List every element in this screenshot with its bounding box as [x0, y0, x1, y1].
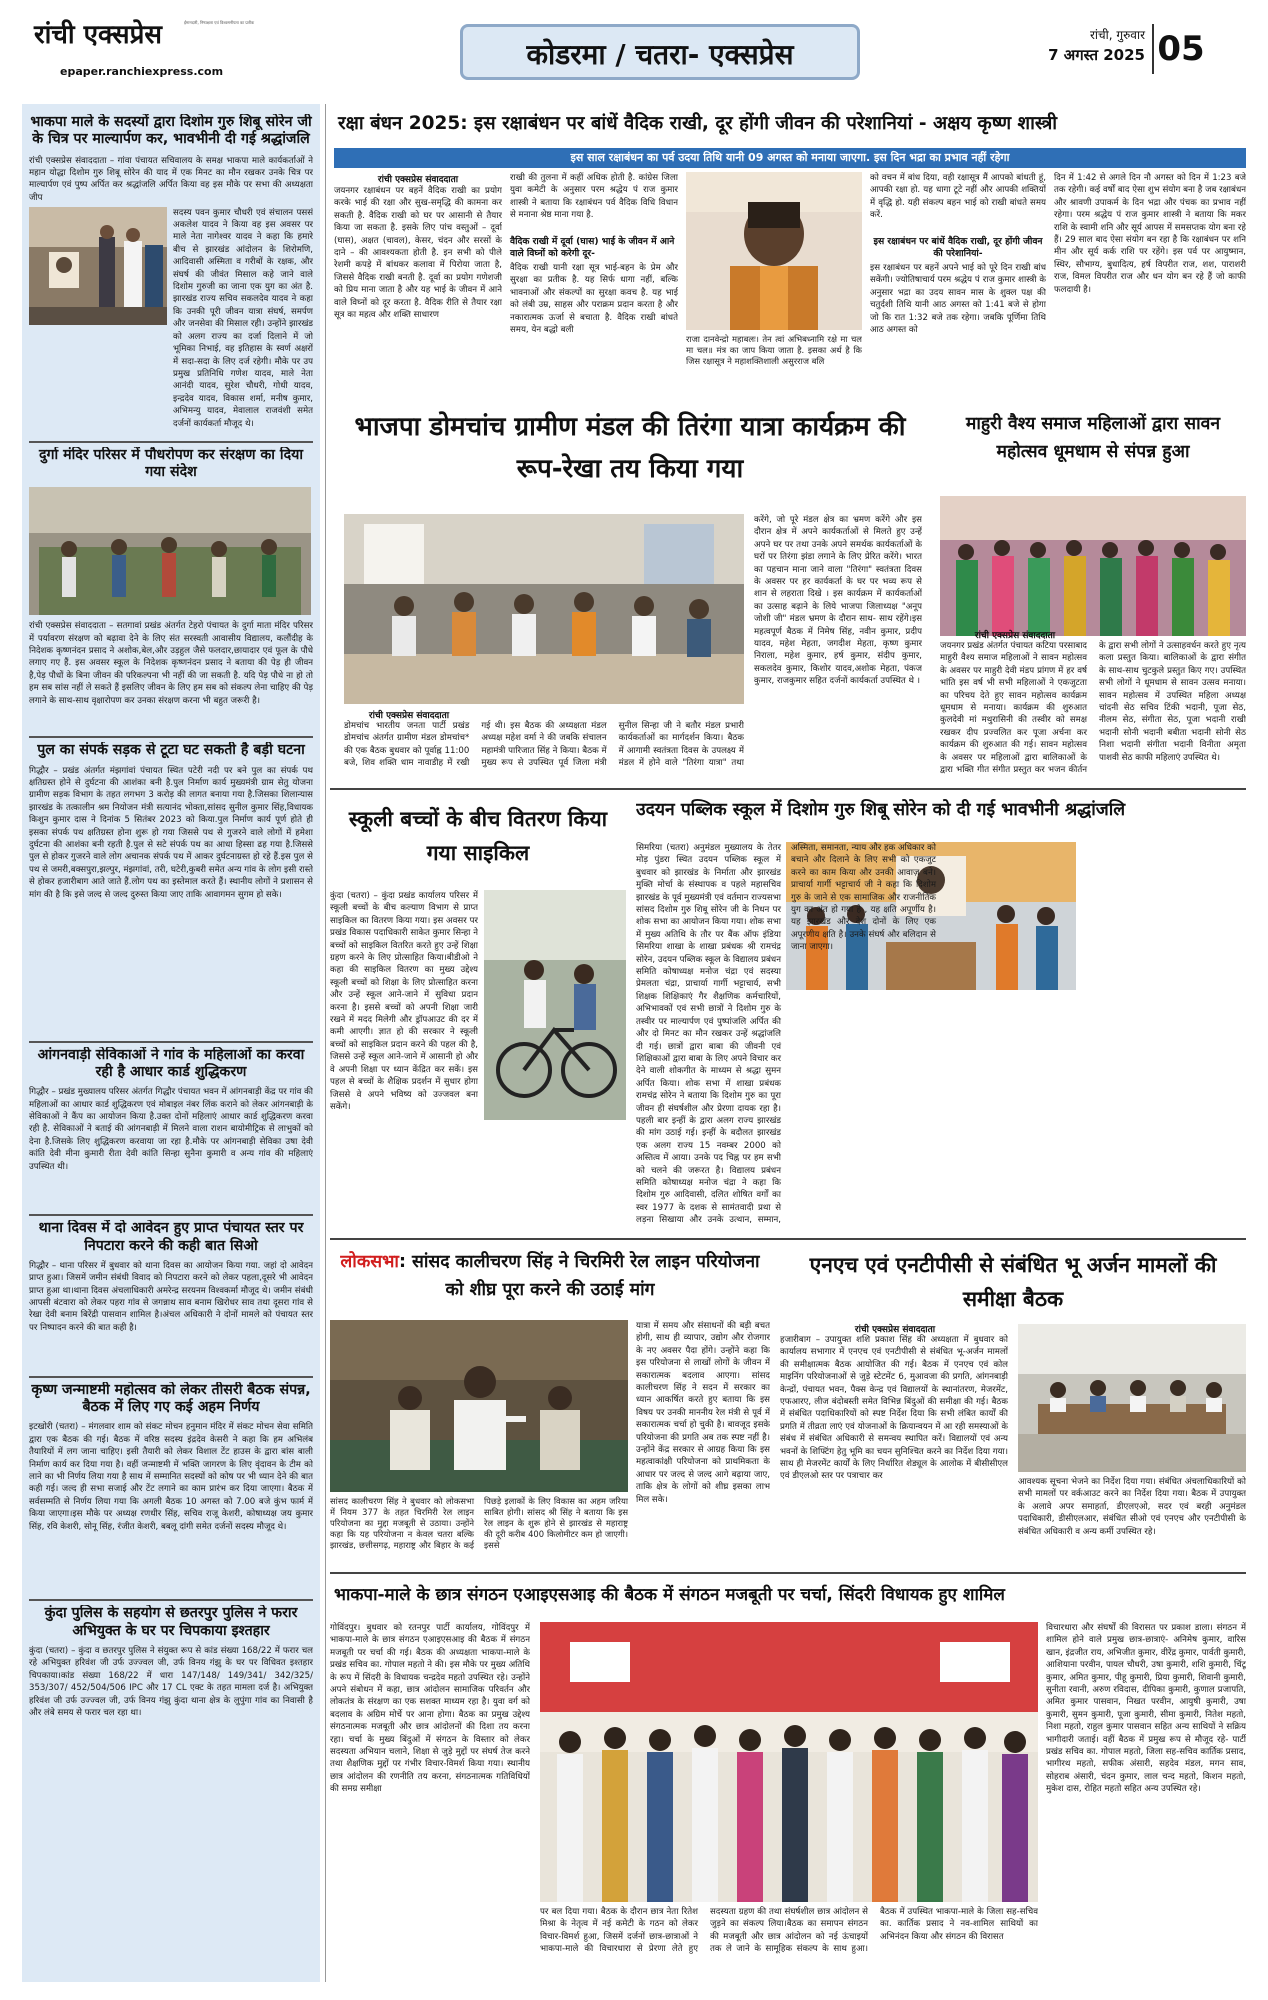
- ntpc-meeting-photo: [1018, 1324, 1246, 1472]
- left-sidebar: [22, 104, 320, 1982]
- issue-date: 7 अगस्त 2025: [1048, 46, 1145, 64]
- loksabha-story: [330, 1244, 770, 1566]
- raksha-text-4: को वचन में बांध दिया, वही रक्षासूत्र मैं आपको बांधती हूं, आपकी रक्षा हो. यह धागा टूटे नहीं और आपकी शक्तियों में वृद्धि हो. यही संकल्प बहन भाई को राखी बांधते समय करें.: [870, 173, 1046, 221]
- divider: [29, 1041, 313, 1043]
- sawan-text: जयनगर प्रखंड अंतर्गत पंचायत कटिया परसाबाद माहुरी वैश्य समाज महिलाओं ने सावन महोत्सव के अवसर पर माहुरी देवी मंडप प्रांगण में हर वर्ष भांति इस वर्ष भी सभी महिलाओं ने एकजुटता का परिचय देते हुए सावन महोत्सव कार्यक्रम धूमधाम से मनाया। कार्यक्रम की शुरुआत कुलदेवी मां मथुरासिनी की तस्वीर को समक्ष रखकर दीप प्रज्वलित कर पूजा अर्चना कर कार्यक्रम की शुरुआत की गई। सावन महोत्सव के अवसर पर महिलाओं द्वारा बालिकाओं के द्वारा भक्ति गीत संगीत प्रस्तुत कर भजन कीर्तन के द्वारा सभी लोगों ने उत्साहवर्धन करते हुए नृत्य कला प्रस्तुत किया। बालिकाओं के द्वारा संगीत के साथ-साथ चुटकुले प्रस्तुत किए गए। उपस्थित सभी लोगों ने धूमधाम से सावन उत्सव मनाया। सावन महोत्सव में उपस्थित महिला अध्यक्ष चांदनी सेठ सचिव टिंकी भदानी, पूजा सेठ, नीलम सेठ, संगीता सेठ, पूजा भदानी राखी भदानी सोनी भदानी बबीता भदानी सोनी सेठ निशा भदानी संगीता भदानी विनीता अमृता पाशवी सेठ काफी महिलाएं उपस्थित थे।: [940, 641, 1246, 776]
- divider: [330, 788, 1246, 790]
- ntpc-text: हजारीबाग – उपायुक्त शशि प्रकाश सिंह की अध्यक्षता में बुधवार को कार्यालय सभागार में एनएच एवं एनटीपीसी से संबंधित भू-अर्जन मामलों की समीक्षात्मक बैठक आयोजित की गई। बैठक में एनएच एवं कोल माइनिंग परियोजनाओं से जुड़े स्टेटमेंट 6, मुआवजा की प्रगति, आंगनबाड़ी केन्द्रों, पंचायत भवन, पैक्स केन्द्र एवं विद्यालयों के स्थानांतरण, मेजरमेंट, एफआरए, लीज बंदोबस्ती समेत विभिन्न बिंदुओं की समीक्षा की गई। बैठक में संबंधित पदाधिकारियों को स्पष्ट निर्देश दिया कि सभी लंबित कार्यों की प्रगति में तीव्रता लाएं एवं योजनाओं के क्रियान्वयन में आ रही समस्याओं के संबंध में संबंधित अधिकारी से समन्वय स्थापित करें। विद्यालयों एवं अन्य भवनों के शिफ्टिंग हेतु भूमि का चयन सुनिश्चित करने का निर्देश दिया गया। साथ ही मेजरमेंट कार्यों के लिए निर्धारित शेड्यूल के आलोक में बीसीसीएल एवं डीएलओ स्तर पर पत्राचार कर: [780, 1335, 1008, 1482]
- raksha-text-2: राखी की तुलना में कहीं अधिक होती है. कांग्रेस जिला युवा कमेटी के अनुसार परम श्रद्धेय पं राज कुमार शास्त्री ने बताया कि रक्षाबंधन पर्व वैदिक विधि विधान से मनाना श्रेष्ठ माना गया है.: [510, 173, 678, 221]
- loksabha-headline-text: : सांसद कालीचरण सिंह ने चिरमिरी रेल लाइन परियोजना को शीघ्र पूरा करने की उठाई मांग: [398, 1252, 760, 1300]
- raksha-subhead-2: इस रक्षाबंधन पर बांधें वैदिक राखी, दूर होंगी जीवन की परेशानियां-: [873, 236, 1043, 259]
- raksha-dateline: रांची एक्सप्रेस संवाददाता: [377, 175, 459, 185]
- aisa-text-right: विचारधारा और संघर्षों की विरासत पर प्रकाश डाला। संगठन में शामिल होने वाले प्रमुख छात्र-छात्राएं- अनिमेष कुमार, वारिस खान, इंद्रजीत राय, अभिजीत कुमार, वीरेंद्र कुमार, पार्वती कुमारी, आशियाना परवीन, पायल चौधरी, उषा कुमारी, शशि कुमारी, चिंटू कुमार, अमित कुमार, पीहू कुमारी, प्रिया कुमारी, शिवानी कुमारी, सुनीता रवानी, अरुण रविदास, दीपिका कुमारी, कुणाल प्रजापति, अमित कुमार पासवान, निखत परवीन, आयुषी कुमारी, उषा कुमारी, सुमन कुमारी, पूजा कुमारी, सीमा कुमारी, नितेश महतो, निशा महतो, राहुल कुमार पासवान सहित अन्य साथियों ने सक्रिय भागीदारी जताई। वहीं बैठक में प्रमुख रूप से मौजूद रहे- पार्टी प्रखंड सचिव का. गोपाल महतो, जिला सह-सचिव कार्तिक प्रसाद, भागीरथ महतो, सफीक अंसारी, सहदेव मंडल, मगन साव, सोहराब अंसारी, चंदन कुमार, लाल चन्द महतो, किशन महतो, मुकेश दास, रोहित महतो सहित अन्य उपस्थित रहे।: [1046, 1623, 1246, 1795]
- ntpc-dateline: रांची एक्सप्रेस संवाददाता: [854, 1325, 936, 1335]
- sawan-headline: माहुरी वैश्य समाज महिलाओं द्वारा सावन महोत्सव धूमधाम से संपन्न हुआ: [965, 414, 1221, 462]
- sidebar-text-3: गिद्धौर – प्रखंड अंतर्गत मंझगांवां पंचायत स्थित पटेरी नदी पर बने पुल का संपर्क पथ क्षतिग्रस्त होने से दुर्घटना की आशंका बनी है.पुल निर्माण कार्य मुख्यमंत्री ग्राम सेतु योजना ग्रामीण सड़क विभाग के तहत लगभग 3 करोड़ की लागत बनाया गया है.जिसका शिलान्यास झारखंड के तत्कालीन श्रम नियोजन मंत्री सत्यानंद भोक्ता,सांसद सुनील कुमार सिंह,विधायक किशुन कुमार दास ने दिनांक 5 सितंबर 2023 को किया.पुल निर्माण कार्य पूर्ण होते ही इसका संपर्क पथ क्षतिग्रस्त होना शुरू हो गया जिससे पथ से गुजरने वाले लोगों में हमेशा दुर्घटना की आशंका बनी रहती है.पुल से सटे संपर्क पथ का आधा हिस्सा ढह गया है.जिससे पुल से होकर गुजरने वाले लोग अचानक संपर्क पथ में आकर दुर्घटनाग्रस्त हो रहे हैं.इस पुल से पथ से जमरी,बक्सपुरा,झल्पुर, मंझगांवां, तरी, घटेरी,कुबरी समेत अन्य गांव के लोग इसी रास्ते से होकर हजारीबाग आते जाते हैं.लोग पथ का इस्तेमाल करते हैं। स्थानीय लोगों ने प्रशासन से मांग की है कि इसे जल्द से जल्द दुरुस्त किया जाए ताकि आवागमन सुगम हो सके।: [29, 765, 313, 900]
- loksabha-headline: [330, 1244, 770, 1322]
- sawan-story: [940, 402, 1246, 782]
- sawan-dateline: रांची एक्सप्रेस संवाददाता: [974, 631, 1056, 641]
- raksha-headline: रक्षा बंधन 2025: इस रक्षाबंधन पर बांधें वैदिक राखी, दूर होंगी जीवन की परेशानियां - अक्षय कृष्ण शास्त्री: [338, 113, 1058, 134]
- shastri-photo: [686, 172, 862, 330]
- sidebar-headline-5: थाना दिवस में दो आवेदन हुए प्राप्त पंचायत स्तर पर निपटारा करने की कही बात सिओ: [38, 1220, 304, 1254]
- cycle-story: [330, 794, 626, 1232]
- tiranga-dateline: रांची एक्सप्रेस संवाददाता: [368, 711, 450, 721]
- raksha-text-5: दिन में 1:42 से अगले दिन नौ अगस्त को दिन में 1:23 बजे तक रहेगी। कई वर्षों बाद ऐसा शुभ संयोग बना है जब रक्षाबंधन और श्रावणी उपाकर्म के दिन भद्रा और पंचक का प्रभाव नहीं रहेगा। परम श्रद्धेय पं राज कुमार शास्त्री ने बताया कि मकर राशि के स्वामी शनि और सूर्य आपस में समसप्तक योग बना रहे हैं। 29 साल बाद ऐसा संयोग बन रहा है कि रक्षाबंधन पर शनि मीन और सूर्य कर्क राशि पर रहेंगे। इस पर्व पर आयुष्मान, स्थिर, सौभाग्य, बुधादित्य, हर्ष विपरीत राज, शश, पाराशरी राज, विमल विपरीत राज और धन योग बन रहे हैं जो काफी फलदायी है।: [1054, 173, 1246, 295]
- aisa-text-left: गोविंदपुर। बुधवार को रतनपुर पार्टी कार्यालय, गोविंदपुर में भाकपा-माले के छात्र संगठन एआइएसआइ की बैठक में संगठन मजबूती पर चर्चा की गई। बैठक की अध्यक्षता भाकपा-माले के प्रखंड सचिव का. गोपाल महतो ने की। इस मौके पर मुख्य अतिथि के रूप में सिंदरी के विधायक चन्द्रदेव महतो उपस्थित रहे। उन्होंने अपने संबोधन में कहा, छात्र आंदोलन सामाजिक परिवर्तन और लोकतंत्र के संरक्षण का एक सशक्त माध्यम रहा है। युवा वर्ग को बदलाव के अग्रिम मोर्चे पर आना होगा। बैठक का प्रमुख उद्देश्य संगठनात्मक मजबूती और छात्र आंदोलनों की दिशा तय करना रहा। चर्चा के मुख्य बिंदुओं में संगठन के विस्तार को लेकर सदस्यता अभियान चलाने, शिक्षा से जुड़े मुद्दों पर संघर्ष तेज करने तथा शैक्षणिक मुद्दों पर गंभीर विचार-विमर्श किया गया। स्थानीय छात्र आंदोलन की रणनीति तय करना, संगठनात्मक गतिविधियों की समग्र समीक्षा: [330, 1623, 530, 1795]
- date-box: [1025, 26, 1145, 66]
- section-banner: [460, 24, 860, 80]
- divider: [29, 1214, 313, 1216]
- ntpc-headline: एनएच एवं एनटीपीसी से संबंधित भू अर्जन मामलों की समीक्षा बैठक: [809, 1253, 1217, 1311]
- raksha-text-1: जयनगर रक्षाबंधन पर बहनें वैदिक राखी का प्रयोग करके भाई की रक्षा और सुख-समृद्धि की कामना कर सकती है. वैदिक राखी को घर पर आसानी से तैयार किया जा सकता है. इसके लिए पांच वस्तुओं – दूर्वा (घास), अक्षत (चावल), केसर, चंदन और सरसों के दाने – की आवश्यकता होती है. इन सभी को पीले रेशमी कपड़े में बांधकर कलावा में पिरोया जाता है, जिससे वैदिक राखी बनती है. दूर्वा का प्रयोग गणेशजी को प्रिय माना जाता है और यह भाई के जीवन में आने वाले विघ्नों को दूर करता है. वैदिक रीति से तैयार रक्षा सूत्र का महत्व और शक्ति साधारण: [334, 186, 502, 321]
- aisa-headline: भाकपा-माले के छात्र संगठन एआइएसआइ की बैठक में संगठन मजबूती पर चर्चा, सिंदरी विधायक हुए शामिल: [334, 1585, 1005, 1605]
- raksha-story: [330, 106, 1246, 396]
- sidebar-headline-7: कुंदा पुलिस के सहयोग से छतरपुर पुलिस ने फरार अभियुक्त के घर पर चिपकाया इश्तहार: [44, 1605, 298, 1639]
- divider: [29, 1376, 313, 1378]
- udayan-story: [636, 794, 1246, 1232]
- aisa-photo-caption: पर बल दिया गया। बैठक के दौरान छात्र नेता रितेश मिश्रा के नेतृत्व में नई कमेटी के गठन को लेकर विचार-विमर्श हुआ, जिसमें दर्जनों छात्र-छात्राओं ने भाकपा-माले की विचारधारा से प्रेरणा लेते हुए सदस्यता ग्रहण की तथा संघर्षशील छात्र आंदोलन से जुड़ने का संकल्प लिया।बैठक का समापन संगठन की मजबूती और छात्र आंदोलन को नई ऊंचाइयों तक ले जाने के सामूहिक संकल्प के साथ हुआ। बैठक में उपस्थित भाकपा-माले के जिला सह-सचिव का. कार्तिक प्रसाद ने नव-शामिल साथियों का अभिनंदन किया और संगठन की विरासत: [540, 1907, 1038, 1955]
- plantation-photo: [29, 487, 311, 615]
- city-day: रांची, गुरुवार: [1090, 28, 1145, 42]
- udayan-text: सिमरिया (चतरा) अनुमंडल मुख्यालय के तेतर मोड़ पुंडरा स्थित उदयन पब्लिक स्कूल में बुधवार को झारखंड के निर्माता और झारखंड मुक्ति मोर्चा के संस्थापक व पहले महासचिव झारखंड के पूर्व मुख्यमंत्री एवं वर्तमान राज्यसभा सांसद दिशोम गुरु शिबू सोरेन जी के निधन पर शोक सभा का आयोजन किया गया। शोक सभा में मुख्य अतिथि के तौर पर बैंक ऑफ इंडिया सिमरिया शाखा के शाखा प्रबंधक श्री रामचंद्र सोरेन, उदयन पब्लिक स्कूल के विद्यालय प्रबंधन समिति कोषाध्यक्ष मनोज चंद्रा एवं सदस्या प्रेमलता चंद्रा, प्राचार्या गार्गी भट्टाचार्य, सभी शिक्षक शिक्षिकाएं गैर शैक्षणिक कर्मचारियों, अभिभावकों एवं सभी छात्रों ने दिशोम गुरु के तस्वीर पर माल्यार्पण एवं पुष्पांजलि अर्पित की और दो मिनट का मौन रखकर उन्हें श्रद्धांजलि दी गई। छात्रों द्वारा बाबा की जीवनी एवं शिक्षिकाओं द्वारा बाबा के लिए अपने विचार कर देने वाली शोकगीत के माध्यम से श्रद्धा सुमन अर्पित किया। शोक सभा में शाखा प्रबंधक रामचंद्र सोरेन ने बताया कि दिशोम गुरु का पूरा जीवन ही संघर्षशील और प्रेरणा दायक रहा है। पहली बार इन्हीं के द्वारा अलग राज्य झारखंड की मांग उठाई गई। इन्हीं के बदौलत झारखंड एक अलग राज्य 15 नवम्बर 2000 को अस्तित्व में आया। उनके पद चिह्न पर हम सभी को चलने की जरूरत है। विद्यालय प्रबंधन समिति कोषाध्यक्ष मनोज चंद्रा ने कहा कि दिशोम गुरु आदिवासी, दलित शोषित वर्गों का स्वर 1977 के दशक से सामंतवादी प्रथा से लड़ना सिखाया और उनके उत्थान, सम्मान, अस्मिता, समानता, न्याय और हक अधिकार को बचाने और दिलाने के लिए सभी को एकजुट करने का काम किया और उनकी आवाज़ बने। प्राचार्या गार्गी भट्टाचार्य जी ने कहा कि दिशोम गुरु के जाने से एक सामाजिक और राजनीतिक युग का अंत हो गया है , यह क्षति अपूर्णीय है। यह झारखंड और देश दोनों के लिए एक अपूरणीय क्षति है। उनके संघर्ष और बलिदान से जाना जाएगा।: [636, 843, 936, 1226]
- loksabha-text: यात्रा में समय और संसाधनों की बड़ी बचत होगी, साथ ही व्यापार, उद्योग और रोजगार के नए अवसर पैदा होंगे। उन्होंने कहा कि इस परियोजना से लाखों लोगों के जीवन में सकारात्मक बदलाव आएगा। सांसद कालीचरण सिंह ने सदन में सरकार का ध्यान आकर्षित करते हुए बताया कि इस विषय पर उनकी माननीय रेल मंत्री से पूर्व में सकारात्मक चर्चा हो चुकी है। बावजूद इसके परियोजना की प्रगति अब तक स्पष्ट नहीं है। उन्होंने केंद्र सरकार से आग्रह किया कि इस महत्वाकांक्षी परियोजना को प्राथमिकता के आधार पर जल्द से जल्द आगे बढ़ाया जाए, ताकि क्षेत्र के लोगों को शीघ्र इसका लाभ मिल सके।: [636, 1321, 770, 1505]
- divider: [330, 1572, 1246, 1574]
- sidebar-headline-2: दुर्गा मंदिर परिसर में पौधरोपण कर संरक्षण का दिया गया संदेश: [38, 446, 304, 480]
- paper-logo: [34, 20, 264, 70]
- website-url[interactable]: epaper.ranchiexpress.com: [60, 65, 224, 78]
- paper-tagline: ईमानदारी, निष्पक्षता एवं विश्वसनीयता का प्रतीक: [184, 20, 255, 25]
- ntpc-story: [780, 1244, 1246, 1566]
- divider: [29, 736, 313, 738]
- loksabha-mp-photo: [330, 1320, 628, 1492]
- sidebar-text-7: कुंदा (चतरा) – कुंदा व छतरपुर पुलिस ने संयुक्त रूप से कांड संख्या 168/22 में फरार चल रहे अभियुक्त हरिवंश जी उर्फ उज्ज्वल जी, उर्फ विनय गंझु के घर पर विधिवत इश्तहार चिपकाया।कांड संख्या 168/22 में धारा 147/148/ 149/341/ 342/325/ 353/307/ 452/504/506 IPC और 17 CL एक्ट के तहत मामला दर्ज है। अभियुक्त हरिवंश जी उर्फ उज्ज्वल जी, उर्फ विनय गंझु कुंदा थाना क्षेत्र के लुपुंगा गांव का निवासी है और लंबे समय से फरार चल रहा था।: [29, 1646, 313, 1719]
- aisa-story: [330, 1578, 1246, 1982]
- aisa-group-photo: [540, 1622, 1038, 1902]
- sidebar-headline-3: पुल का संपर्क सड़क से टूटा घट सकती है बड़ी घटना: [37, 742, 305, 759]
- raksha-photo-caption: राजा दानवेन्द्रो महाबलः। तेन त्वां अभिबध्नामि रक्षे मा चल मा चल॥ मंत्र का जाप किया जाता है. इसका अर्थ है कि जिस रक्षासूत्र ने महाशक्तिशाली असुरराज बलि: [686, 334, 862, 366]
- sidebar-text-2: रांची एक्सप्रेस संवाददाता – सतगावां प्रखंड अंतर्गत टेहरो पंचायत के दुर्गा माता मंदिर परिसर में पर्यावरण संरक्षण को बढ़ावा देने के लिए संत सरस्वती आवासीय विद्यालय, कलौंदीह के निदेशक कृष्णनंदन प्रसाद ने अशोक,बेल,और उड़हुल जैसे फलदार,छायादार एवं फूल के पौधे लगाए गए हैं. इस अवसर स्कूल के निदेशक कृष्णनंदन प्रसाद ने बताया की पेड़ ही जीवन है,पेड़ पौधों के बिना जीवन की परिकल्पना भी नहीं की जा सकती है. यदि पेड़ पौधे ना हो तो हम सब सांस नहीं ले सकते हैं इसलिए जीवन के लिए हम सब को संकल्प लेना चाहिए की पेड़ लगाने के साथ-साथ वृक्षारोपण कर उनका संरक्षण करना भी बहुत जरूरी है।: [29, 621, 313, 706]
- sidebar-headline-1: भाकपा माले के सदस्यों द्वारा दिशोम गुरु शिबू सोरेन जी के चित्र पर माल्यार्पण कर, भावभीनी दी गई श्रद्धांजलि: [30, 114, 312, 148]
- cycle-headline: स्कूली बच्चों के बीच वितरण किया गया साइकिल: [348, 807, 608, 865]
- sidebar-text-5: गिद्धौर – थाना परिसर में बुधवार को थाना दिवस का आयोजन किया गया. जहां दो आवेदन प्राप्त हुआ। जिसमें जमीन संबंधी विवाद को निपटारा करने को लेकर पहला,दूसरे भी आवेदन प्राप्त हुआ था।थाना दिवस अंचलाधिकारी अमरेन्द्र सरयनम विश्वकर्मा मौजूद थे। जमीन संबंधी आपसी बंटवारा को लेकर पहरा गांव से जगन्नाथ साव बनाम खिरोधर साव तथा दूसरा गांव से रेखा देवी बनाम बिरेंद्री पासवान शामिल है।अंचल अधिकारी ने दोनों मामले को पंचायत स्तर पर निष्पादन करने की बात कही है।: [29, 1260, 313, 1333]
- raksha-text-2b: वैदिक राखी यानी रक्षा सूत्र भाई-बहन के प्रेम और सुरक्षा का प्रतीक है. यह सिर्फ धागा नहीं, बल्कि भावनाओं और संकल्पों का सुरक्षा कवच है. यह भाई को लंबी उम्र, साहस और पराक्रम प्रदान करता है और नकारात्मक ऊर्जा से बचाता है. वैदिक राखी बांधते समय, येन बद्धो बली: [510, 263, 678, 336]
- udayan-headline: उदयन पब्लिक स्कूल में दिशोम गुरु शिबू सोरेन को दी गई भावभीनी श्रद्धांजलि: [636, 800, 1126, 820]
- page-number: 05: [1152, 24, 1208, 74]
- divider: [29, 1599, 313, 1601]
- loksabha-prefix: लोकसभा: [340, 1252, 399, 1272]
- cycle-distribution-photo: [484, 890, 626, 1120]
- tiranga-text-bottom: डोमचांच भारतीय जनता पार्टी प्रखंड डोमचांच अंतर्गत ग्रामीण मंडल डोमचांच* की एक बैठक बुधवार को पूर्वाह्न 11:00 बजे, शिव शक्ति धाम नावाडीह में रखी गई थी। इस बैठक की अध्यक्षता मंडल अध्यक्ष महेश वर्मा ने की जबकि संचालन महामंत्री पारिजात सिंह ने किया। बैठक में मुख्य रूप से उपस्थित पूर्व जिला मंत्री सुनील सिन्हा जी ने बतौर मंडल प्रभारी कार्यकर्ताओं का मार्गदर्शन किया। बैठक में आगामी स्वतंत्रता दिवस के उपलक्ष्य में मंडल में होने वाले "तिरंगा यात्रा" तथा: [344, 721, 744, 769]
- cycle-text: कुंदा (चतरा) – कुंदा प्रखंड कार्यालय परिसर में स्कूली बच्चों के बीच कल्याण विभाग से प्राप्त साइकिल का वितरण किया गया। इस अवसर पर प्रखंड विकास पदाधिकारी साकेत कुमार सिन्हा ने बच्चों को साइकिल वितरित करते हुए उन्हें शिक्षा ग्रहण करने के लिए प्रोत्साहित किया।बीडीओ ने कहा की साइकिल वितरण का मुख्य उद्देश्य स्कूली बच्चों को शिक्षा के लिए प्रोत्साहित करना और उन्हें स्कूल आने-जाने में सुविधा प्रदान करना है। इससे बच्चों को अपनी शिक्षा जारी रखने में मदद मिलेगी और ड्रॉपआउट की दर में कमी आएगी। ज्ञात हो की सरकार ने स्कूली बच्चों को साइकिल प्रदान करने की पहल की है, जिससे उन्हें स्कूल आने-जाने में आसानी हो और वे अपनी शिक्षा पर ध्यान केंद्रित कर सकें। इस पहल से बच्चों के शैक्षिक प्रदर्शन में सुधार होगा जिससे वे अपने भविष्य को उज्जवल बना सकेंगे।: [330, 891, 478, 1112]
- paper-name: रांची एक्सप्रेस: [34, 20, 163, 50]
- section-title: कोडरमा / चतरा- एक्सप्रेस: [526, 38, 794, 71]
- sidebar-text-1b: सदस्य पवन कुमार चौधरी एवं संचालन पससं अकलेश यादव ने किया वह इस अवसर पर माले नेता नागेश्वर यादव ने कहा कि हमारे बीच से झारखंड आंदोलन के शिरोमणि, आदिवासी अस्मिता व गरीबों के रक्षक, और संघर्ष की जीवंत मिसाल कहे जाने वाले दिशोम गुरुजी का जाना एक युग का अंत है. झारखंड राज्य सचिव सकलदेव यादव ने कहा कि उनकी पूरी जीवन यात्रा संघर्ष, समर्पण और जनसेवा की मिसाल रही। उन्होंने झारखंड को अलग राज्य का दर्जा दिलाने में जो भूमिका निभाई, वह इतिहास के स्वर्ण अक्षरों में सदा-सदा के लिए दर्ज रहेगी। मौके पर उप प्रमुख प्रतिनिधि गणेश यादव, माले नेता आनंदी यादव, सुरेश चौधरी, गोधी यादव, इन्द्रदेव यादव, विकास शर्मा, मनीष कुमार, अभिमन्यु यादव, मेवालाल राजवंशी समेत दर्जनों कार्यकर्ता मौजूद थे।: [173, 207, 313, 429]
- raksha-strap: इस साल रक्षाबंधन का पर्व उदया तिथि यानी 09 अगस्त को मनाया जाएगा. इस दिन भद्रा का प्रभाव नहीं रहेगा: [334, 148, 1246, 168]
- tiranga-story: [330, 402, 930, 782]
- tiranga-text-right: करेंगे, जो पूरे मंडल क्षेत्र का भ्रमण करेंगे और इस दौरान क्षेत्र में अपने कार्यकर्ताओं से मिलते हुए उन्हें अपने घर पर तथा उनके अपने समर्थक कार्यकर्ताओं के घरों पर तिरंगा झंडा लगाने के लिए प्रेरित करेंगे। भारत का पहचान माना जाने वाला "तिरंगा" स्वतंत्रता दिवस के अवसर पर हर कार्यकर्ता के घर पर भव्य रूप से शान से लहराता दिखे । इस कार्यक्रम में कार्यकर्ताओं का उत्साह बढ़ाने के लिये भाजपा जिलाध्यक्ष "अनूप जोशी जी" मंडल भ्रमण के दौरान साथ- साथ रहेंगे।इस महत्वपूर्ण बैठक में निमेष सिंह, नवीन कुमार, प्रदीप यादव, महेश मेहता, जगदीश मेहता, कृष्ण कुमार निराला, महेश कुमार, हर्ष कुमार, संदीप कुमार, सकलदेव कुमार, किशोर यादव,अशोक मेहता, पंकज कुमार, राजकुमार सहित दर्जनों कार्यकर्ता उपस्थित थे ।: [754, 515, 922, 687]
- masthead: [0, 0, 1268, 92]
- sawan-women-photo: [940, 496, 1246, 636]
- raksha-col-4: [870, 172, 1046, 396]
- ntpc-text-2: आवश्यक सूचना भेजने का निर्देश दिया गया। संबंधित अंचलाधिकारियों को सभी मामलों पर वर्कआउट करने का निर्देश दिया गया। बैठक में उपायुक्त के अलावे अपर समाहर्ता, डीएलएओ, सदर एवं बरही अनुमंडल पदाधिकारी, डीसीएलआर, संबंधित सीओ एवं एनएच और एनटीपीसी के संबंधित अधिकारी व अन्य कर्मी उपस्थित रहे।: [1018, 1477, 1246, 1537]
- sidebar-text-1a: रांची एक्सप्रेस संवाददाता – गांवा पंचायत सचिवालय के समक्ष भाकपा माले कार्यकर्ताओं ने महान योद्धा दिशोम गुरु शिबू सोरेन की याद में एक मिनट का मौन रखकर उनके चित्र पर माल्यार्पण एवं पुष्प अर्पित कर श्रद्धांजलि अर्पित किया वह इस मौके पर सभा की अध्यक्षता जीप: [29, 155, 313, 203]
- sidebar-text-6: इटखोरी (चतरा) – मंगलवार शाम को संकट मोचन हनुमान मंदिर में संकट मोचन सेवा समिति द्वारा एक बैठक की गई। बैठक में वरिष्ठ सदस्य इंद्रदेव केसरी ने कहा कि हम अभिलंब तैयारियों में लग जाना चाहिए। इसी तैयारी को लेकर विशाल टेंट हाउस के द्वारा बांस बाली निर्माण कार्य कर दिया गया है। वहीं जन्माष्टमी में भक्ति जागरण के लिए वृंदावन के टीम को लाने का भी निर्णय लिया गया है साथ में सम्मानित सदस्यों को कोष पर भी ध्यान देने की बात कही गई। जल्द ही सभा सजाई और टेंट लगाने का काम प्रारंभ कर दिया जाएगा। बैठक में सर्वसम्मति से निर्णय लिया गया कि अगली बैठक 10 अगस्त को 7.00 बजे कुंभ फार्म में किया जाएगा।इस मौके पर अध्यक्ष रणधीर सिंह, सचिव राजू केशरी, कोषाध्यक्ष जय कुमार सिंह, रवि केशरी, सोनू सिंह, रंजीत केशरी, बबलू दांगी समेत दर्जनों सदस्य मौजूद थे।: [29, 1422, 313, 1532]
- loksabha-photo-caption: सांसद कालीचरण सिंह ने बुधवार को लोकसभा में नियम 377 के तहत चिरमिरी रेल लाइन परियोजना का मुद्दा मजबूती से उठाया। उन्होंने कहा कि यह परियोजना न केवल चतरा बल्कि झारखंड, छत्तीसगढ़, महाराष्ट्र और बिहार के कई पिछड़े इलाकों के लिए विकास का अहम जरिया साबित होगी। सांसद श्री सिंह ने बताया कि इस रेल लाइन के शुरू होने से झारखंड से महाराष्ट्र की दूरी करीब 400 किलोमीटर कम हो जाएगी। इससे: [330, 1496, 628, 1550]
- raksha-subhead-1: वैदिक राखी में दूर्वा (घास) भाई के जीवन में आने वाले विघ्नों को करेगी दूर-: [510, 236, 675, 259]
- raksha-text-4b: इस रक्षाबंधन पर बहनें अपने भाई को पूरे दिन राखी बांध सकेंगी। ज्योतिषाचार्य परम श्रद्धेय पं राज कुमार शास्त्री के अनुसार भद्रा का उदय सावन मास के शुक्ल पक्ष की चतुर्दशी तिथि यानी आठ अगस्त को 1:41 बजे से होगा जो कि रात 1:32 बजे तक रहेगा। जबकि पूर्णिमा तिथि आठ अगस्त को: [870, 263, 1046, 336]
- tiranga-meeting-photo: [344, 514, 744, 704]
- sidebar-headline-4: आंगनवाड़ी सेविकाओं ने गांव के महिलाओं का करवा रही है आधार कार्ड शुद्धिकरण: [37, 1046, 305, 1080]
- sidebar-text-4: गिद्धौर – प्रखंड मुख्यालय परिसर अंतर्गत गिद्धौर पंचायत भवन में आंगनबाड़ी केंद्र पर गांव की महिलाओं का आधार कार्ड शुद्धिकरण एवं मोबाइल नंबर लिंक कराने को लेकर आंगनबाड़ी के सेविकाओं ने कैंप का आयोजन किया है.उक्त दोनों महिलाएं आधार कार्ड शुद्धिकरण करवा रही है. सेविकाओं ने बताई की आंगनबाड़ी में मिलने वाला राशन बायोमीट्रिक से लाभुकों को देना है.जिसके लिए शुद्धिकरण करवाया जा रहा है.मौके पर आंगनबाड़ी सेविका उषा देवी कांति देवी मीना कुमारी रीता देवी कांति सिन्हा सुनैना कुमारी व अन्य गांव की महिलाएं उपस्थित थी।: [29, 1087, 313, 1172]
- sidebar-headline-6: कृष्ण जन्माष्टमी महोत्सव को लेकर तीसरी बैठक संपन्न, बैठक में लिए गए कई अहम निर्णय: [31, 1381, 311, 1416]
- raksha-col-2: [510, 172, 678, 396]
- divider: [29, 441, 313, 443]
- mala-tribute-photo: [29, 207, 167, 325]
- tiranga-headline: भाजपा डोमचांच ग्रामीण मंडल की तिरंगा यात्रा कार्यक्रम की रूप-रेखा तय किया गया: [354, 412, 906, 484]
- divider: [325, 104, 326, 1982]
- divider: [330, 1238, 1246, 1240]
- raksha-col-1: [334, 172, 502, 396]
